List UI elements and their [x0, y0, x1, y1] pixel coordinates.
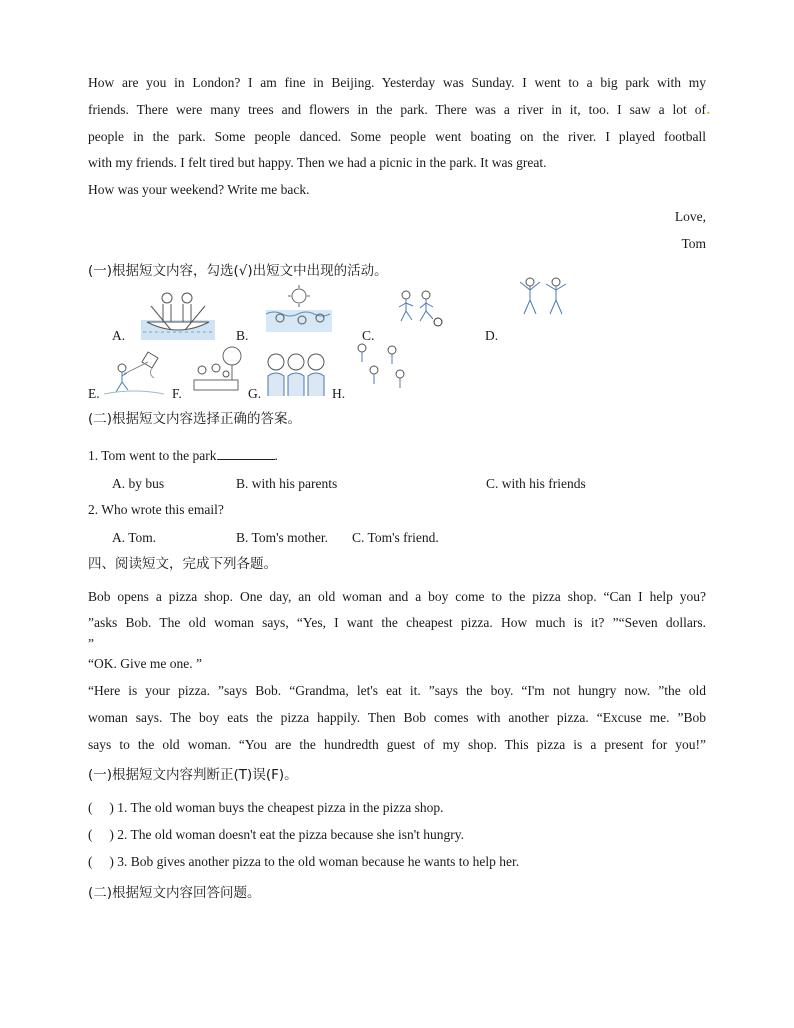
story-line: says to the old woman. “You are the hundredth guest of my shop. This pizza is a present for you!” — [88, 736, 706, 752]
swimming-picture[interactable] — [266, 284, 332, 332]
question-1-options — [88, 470, 706, 497]
children-playing-picture[interactable] — [352, 342, 410, 394]
option-label: C. — [362, 328, 375, 344]
option-label: B. — [236, 328, 249, 344]
part-heading: 四、阅读短文，完成下列各题。 — [88, 555, 277, 572]
children-group-picture[interactable] — [262, 350, 330, 398]
boating-picture[interactable] — [141, 286, 215, 340]
section-heading: (二)根据短文内容选择正确的答案。 — [88, 411, 302, 428]
question-1: 1. Tom went to the park . — [88, 448, 278, 464]
option-c[interactable]: C. Tom's friend. — [352, 529, 439, 545]
answer-blank[interactable] — [217, 446, 275, 460]
option-label: A. — [112, 328, 126, 344]
story-line: Bob opens a pizza shop. One day, an old woman and a boy come to the pizza shop. “Can I help you? — [88, 588, 706, 604]
football-picture[interactable] — [394, 288, 444, 330]
story-line: ” — [88, 636, 94, 652]
option-label: E. — [88, 386, 100, 402]
option-c[interactable]: C. with his friends — [486, 475, 586, 491]
letter-line: How are you in London? I am fine in Beijing. Yesterday was Sunday. I went to a big park with my — [88, 75, 706, 90]
story-line: “Here is your pizza. ”says Bob. “Grandma, let's eat it. ”says the boy. “I'm not hungry now. ”the old — [88, 682, 706, 698]
option-b[interactable]: B. Tom's mother. — [236, 529, 328, 545]
section-heading: (二)根据短文内容回答问题。 — [88, 884, 261, 901]
dancing-picture[interactable] — [516, 274, 572, 322]
option-label: F. — [172, 386, 182, 402]
true-false-item[interactable]: ( ) 1. The old woman buys the cheapest pizza in the pizza shop. — [88, 800, 444, 816]
kite-flying-picture[interactable] — [104, 348, 164, 398]
yellow-dot-mark: . — [706, 101, 710, 117]
picnic-picture[interactable] — [188, 346, 244, 396]
option-b[interactable]: B. with his parents — [236, 475, 338, 491]
option-a[interactable]: A. by bus — [112, 475, 165, 491]
worksheet-page — [88, 70, 710, 906]
picture-row-2 — [88, 348, 706, 406]
story-line: “OK. Give me one. ” — [88, 656, 202, 672]
letter-closing: Love, — [674, 208, 706, 224]
option-label: H. — [332, 386, 346, 402]
option-label: D. — [485, 328, 499, 344]
letter-signature: Tom — [681, 235, 706, 251]
section-heading: (一)根据短文内容判断正(T)误(F)。 — [88, 767, 298, 784]
letter-line: people in the park. Some people danced. Some people went boating on the river. I played football — [88, 128, 706, 144]
question-2: 2. Who wrote this email? — [88, 501, 224, 517]
option-label: G. — [248, 386, 262, 402]
true-false-item[interactable]: ( ) 2. The old woman doesn't eat the pizza because she isn't hungry. — [88, 826, 465, 842]
question-stem: 1. Tom went to the park — [88, 448, 217, 464]
picture-row-1 — [88, 284, 706, 348]
option-a[interactable]: A. Tom. — [112, 529, 157, 545]
letter-line: friends. There were many trees and flowers in the park. There was a river in it, too. I saw a lot of . — [88, 97, 706, 124]
story-line: woman says. The boy eats the pizza happily. Then Bob comes with another pizza. “Excuse me. ”Bob — [88, 709, 706, 725]
letter-line: with my friends. I felt tired but happy. Then we had a picnic in the park. It was great. — [88, 155, 547, 171]
section-heading: (一)根据短文内容，勾选(√)出短文中出现的活动。 — [88, 262, 388, 279]
letter-line: How was your weekend? Write me back. — [88, 182, 310, 198]
true-false-item[interactable]: ( ) 3. Bob gives another pizza to the old woman because he wants to help her. — [88, 853, 520, 869]
question-2-options — [88, 524, 706, 551]
story-line: ”asks Bob. The old woman says, “Yes, I want the cheapest pizza. How much is it? ”“Seven dollars. — [88, 615, 706, 631]
